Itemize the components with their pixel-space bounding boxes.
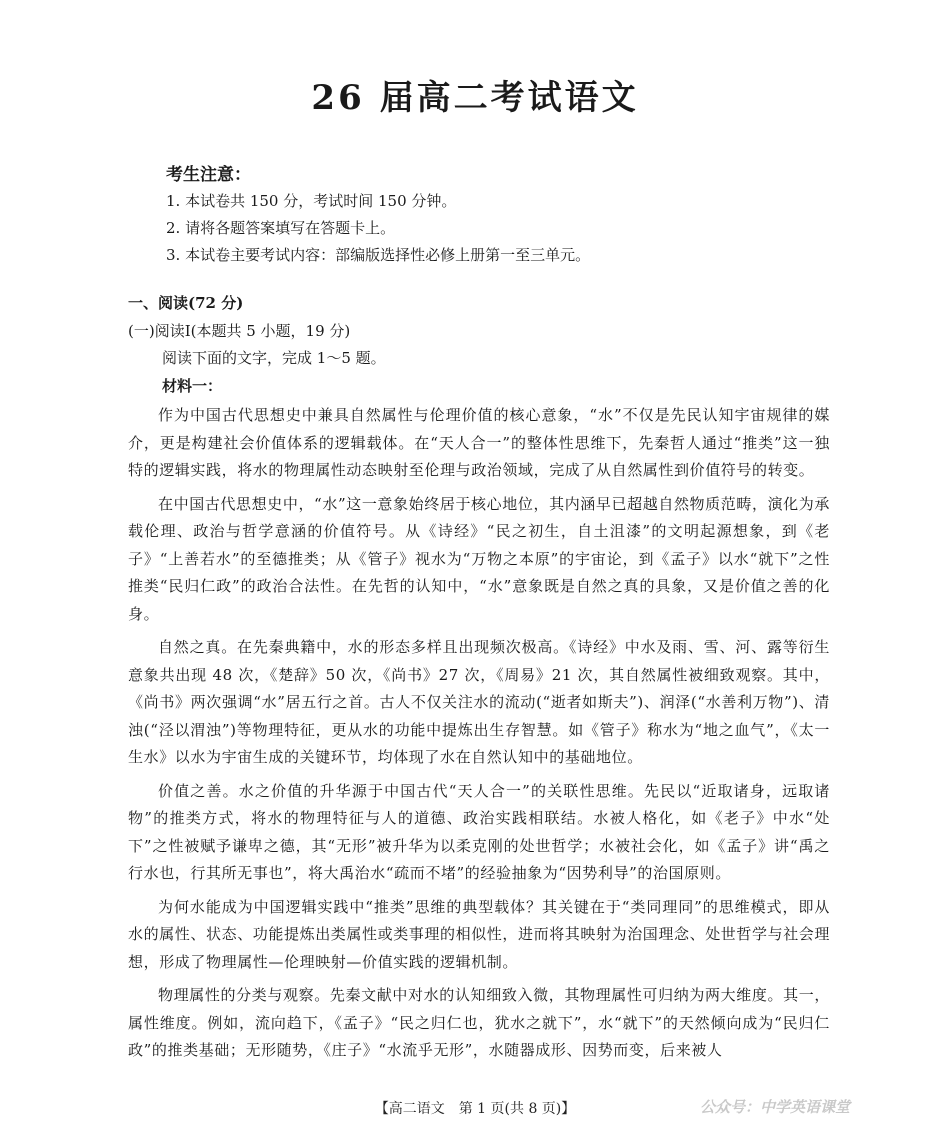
instruction: 阅读下面的文字，完成 1～5 题。 <box>162 349 386 367</box>
paragraph: 物理属性的分类与观察。先秦文献中对水的认知细致入微，其物理属性可归纳为两大维度。其一，属性维度。例如，流向趋下，《孟子》“民之归仁也，犹水之就下”，水“就下”的天然倾向成为“民归仁政”的推类基础；无形随势，《庄子》“水流乎无形”，水随器成形、因势而变，后来被人 <box>128 986 830 1059</box>
paragraph: 作为中国古代思想史中兼具自然属性与伦理价值的核心意象，“水”不仅是先民认知宇宙规律的媒介，更是构建社会价值体系的逻辑载体。在“天人合一”的整体性思维下，先秦哲人通过“推类”这一独特的逻辑实践，将水的物理属性动态映射至伦理与政治领域，完成了从自然属性到价值符号的转变。 <box>128 406 830 479</box>
passage <box>128 402 830 1071</box>
material-label: 材料一： <box>162 377 223 395</box>
paragraph: 自然之真。在先秦典籍中，水的形态多样且出现频次极高。《诗经》中水及雨、雪、河、露等衍生意象共出现 48 次，《楚辞》50 次，《尚书》27 次，《周易》21 次，其自然属性被细致观察。其中，《尚书》两次强调“水”居五行之首。古人不仅关注水的流动(“逝者如斯夫”)、润泽(“水善利万物”)、清浊(“泾以渭浊”)等物理特征，更从水的功能中提炼出生存智慧。如《管子》称水为“地之血气”，《太一生水》以水为宇宙生成的关键环节，均体现了水在自然认知中的基础地位。 <box>128 638 830 766</box>
page-footer: 【高二语文 第 1 页(共 8 页)】 <box>374 1101 576 1117</box>
subsection-heading: (一)阅读Ⅰ(本题共 5 小题，19 分) <box>128 322 351 340</box>
paragraph: 为何水能成为中国逻辑实践中“推类”思维的典型载体？其关键在于“类同理同”的思维模式，即从水的属性、状态、功能提炼出类属性或类事理的相似性，进而将其映射为治国理念、处世哲学与社会理想，形成了物理属性—伦理映射—价值实践的逻辑机制。 <box>128 897 831 971</box>
notice-item: 3. 本试卷主要考试内容：部编版选择性必修上册第一至三单元。 <box>166 246 591 264</box>
page-title: 26 届高二考试语文 <box>311 78 639 118</box>
section-heading: 一、阅读(72 分) <box>128 294 244 312</box>
notice-heading: 考生注意： <box>166 165 251 185</box>
paragraph: 价值之善。水之价值的升华源于中国古代“天人合一”的关联性思维。先民以“近取诸身，远取诸物”的推类方式，将水的物理特征与人的道德、政治实践相联结。水被人格化，如《老子》中水“处下”之性被赋予谦卑之德，其“无形”被升华为以柔克刚的处世哲学；水被社会化，如《孟子》讲“禹之行水也，行其所无事也”，将大禹治水“疏而不堵”的经验抽象为“因势利导”的治国原则。 <box>128 781 830 882</box>
notice-item: 1. 本试卷共 150 分，考试时间 150 分钟。 <box>166 192 457 210</box>
watermark: 公众号：中学英语课堂 <box>700 1098 851 1116</box>
notice-list <box>166 188 590 269</box>
paragraph: 在中国古代思想史中，“水”这一意象始终居于核心地位，其内涵早已超越自然物质范畴，演化为承载伦理、政治与哲学意涵的价值符号。从《诗经》“民之初生，自土沮漆”的文明起源想象，到《老子》“上善若水”的至德推类；从《管子》视水为“万物之本原”的宇宙论，到《孟子》以水“就下”之性推类“民归仁政”的政治合法性。在先哲的认知中，“水”意象既是自然之真的具象，又是价值之善的化身。 <box>128 494 830 623</box>
notice-item: 2. 请将各题答案填写在答题卡上。 <box>166 219 396 237</box>
